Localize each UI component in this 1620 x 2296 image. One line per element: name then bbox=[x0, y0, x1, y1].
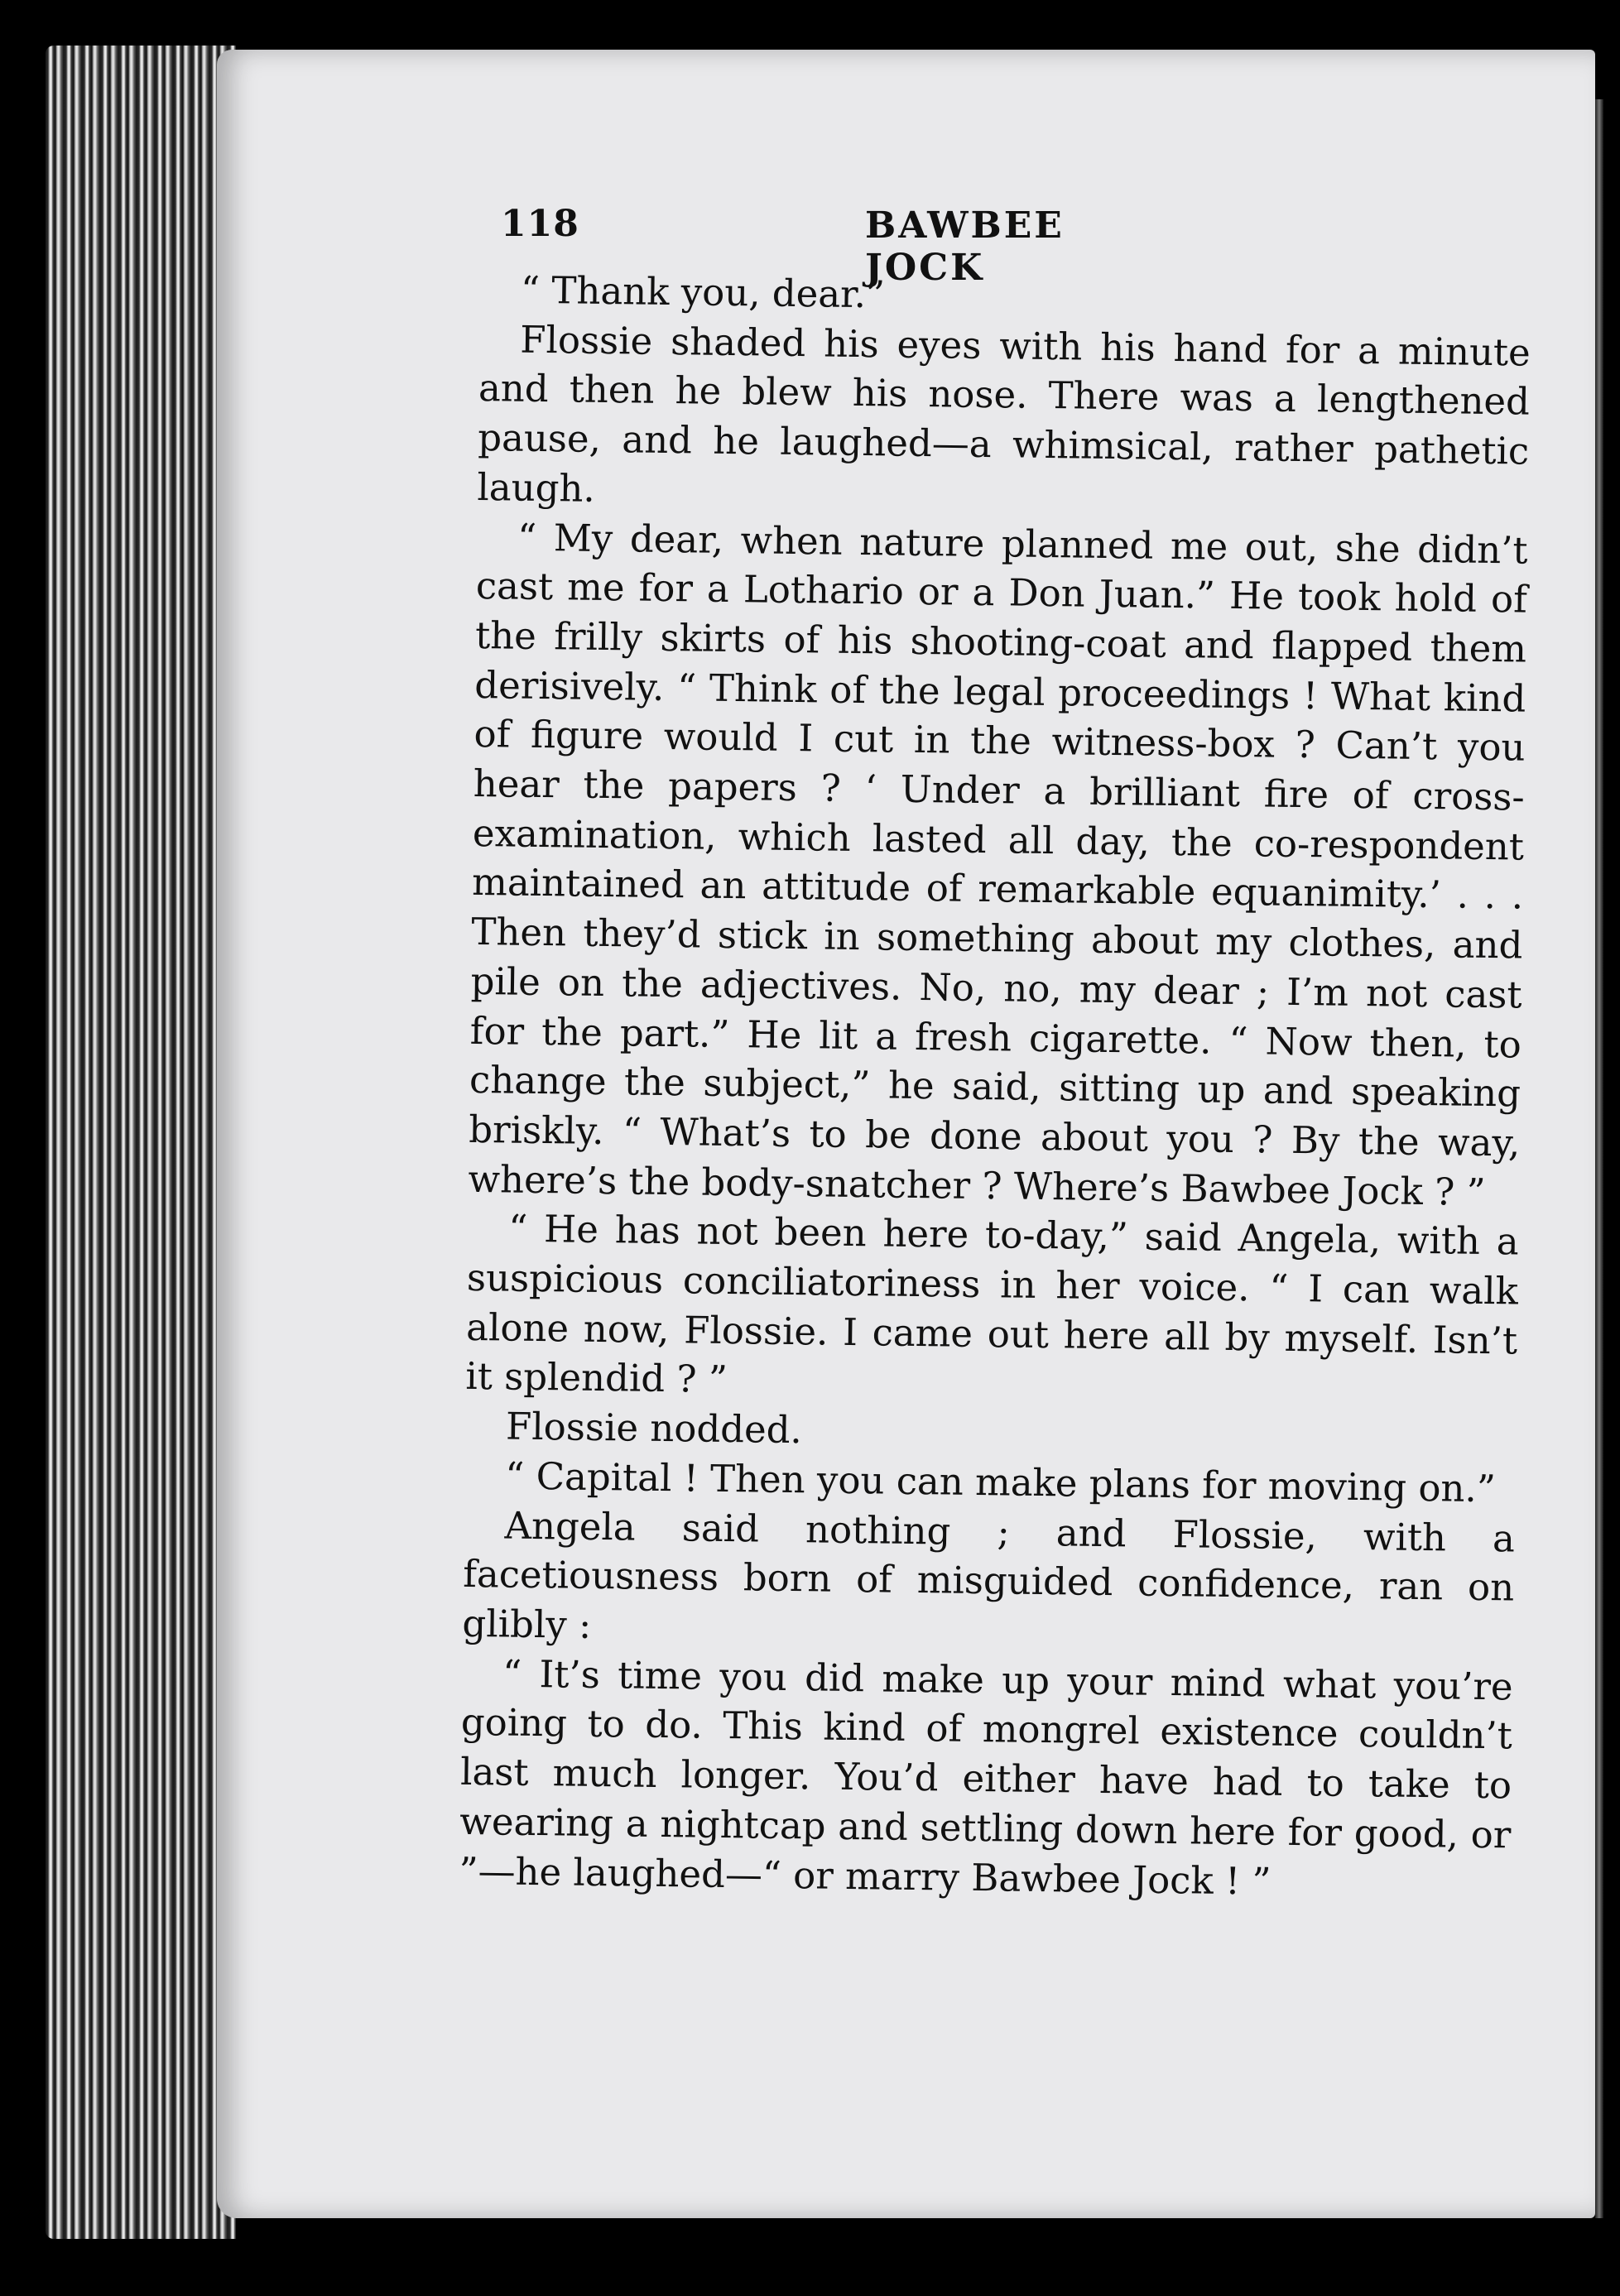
paragraph: “ It’s time you did make up your mind what you’re going to do. This kind of mongrel existence couldn’t last much longer. You’d either have had to take to wearing a nightcap and settling down here for good, or ”—he laughed—“ or marry Bawbee Jock ! ” bbox=[459, 1651, 1513, 1904]
paragraph: Angela said nothing ; and Flossie, with a facetiousness born of misguided confidence, ran on glibly : bbox=[462, 1503, 1516, 1647]
paragraph: “ My dear, when nature planned me out, she didn’t cast me for a Lothario or a Don Juan.” He took hold of the frilly skirts of his shooting-coat and flapped them derisively. “ Think of the legal proceedings ! What kind of figure would I cut in the witness-box ? Can’t you hear the papers ? ‘ Under a brilliant fire of cross-examination, which lasted all day, the co-respondent maintained an attitude of remarkable equanimity.’ . . . Then they’d stick in something about my clothes, and pile on the adjectives. No, no, my dear ; I’m not cast for the part.” He lit a fresh cigarette. “ Now then, to change the subject,” he said, sitting up and speaking briskly. “ What’s to be done about you ? By the way, where’s the body-snatcher ? Where’s Bawbee Jock ? ” bbox=[468, 515, 1528, 1214]
page-right-edge bbox=[1595, 99, 1603, 2218]
paragraph: Flossie shaded his eyes with his hand for a minute and then he blew his nose. There was a lengthened pause, and he laughed—a whimsical, rather pathetic laugh. bbox=[477, 317, 1531, 511]
running-head: BAWBEE JOCK bbox=[865, 204, 1065, 289]
paragraph: “ Thank you, dear.” bbox=[520, 267, 886, 317]
paragraph: “ He has not been here to-day,” said Angela, with a suspicious conciliatoriness in her voice. “ I can walk alone now, Flossie. I came out here all by myself. Isn’t it splendid ? ” bbox=[465, 1206, 1520, 1402]
paragraph: “ Capital ! Then you can make plans for moving on.” bbox=[505, 1453, 1497, 1511]
body-text bbox=[459, 265, 1531, 1909]
page-number: 118 bbox=[501, 203, 579, 245]
book-page-edges bbox=[46, 46, 236, 2239]
paragraph: Flossie nodded. bbox=[505, 1404, 803, 1453]
page-header bbox=[501, 203, 1188, 289]
